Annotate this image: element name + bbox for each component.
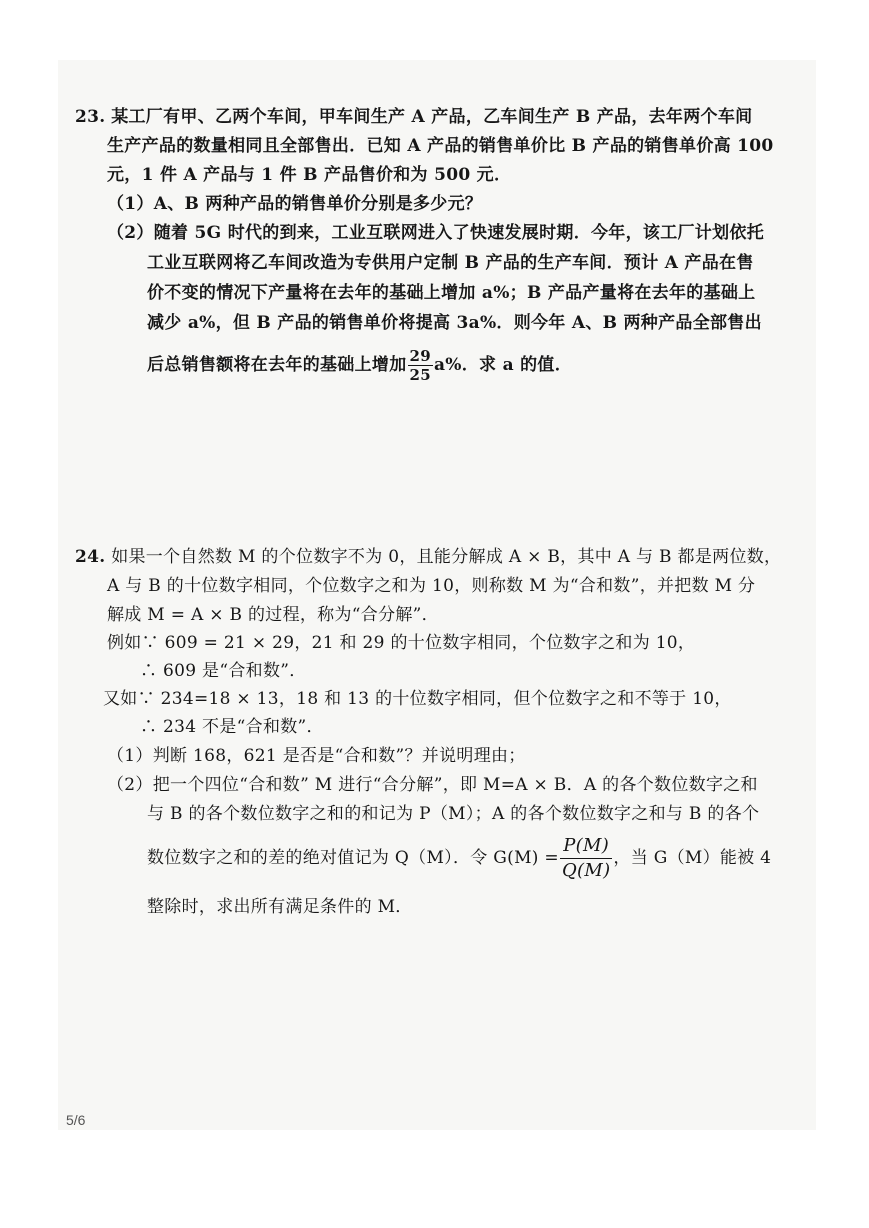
q24-part-1: （1）判断 168，621 是否是“合和数”？并说明理由； (107, 746, 526, 766)
q23-part-2-line-5 (147, 342, 572, 388)
q24-fraction-numerator: P(M) (560, 834, 612, 859)
q24-part-2-line-3 (147, 830, 771, 886)
q24-part-2-line-3-before: 数位数字之和的差的绝对值记为 Q（M）．令 G(M) = (147, 848, 559, 868)
q23-part-2-line-1: （2）随着 5G 时代的到来，工业互联网进入了快速发展时期．今年，该工厂计划依托 (107, 223, 765, 243)
q24-part-2-line-4: 整除时，求出所有满足条件的 M． (147, 897, 413, 917)
q23-part-2-line-2: 工业互联网将乙车间改造为专供用户定制 B 产品的生产车间．预计 A 产品在售 (147, 253, 754, 273)
q24-example-1: 例如∵ 609 = 21 × 29，21 和 29 的十位数字相同，个位数字之和为 10， (107, 633, 696, 653)
q23-fraction-denominator: 25 (409, 366, 431, 384)
q23-number: 23. (75, 107, 106, 127)
q24-stem-line-1 (75, 546, 781, 568)
q23-fraction-numerator: 29 (409, 347, 431, 365)
q23-stem-line-3: 元，1 件 A 产品与 1 件 B 产品售价和为 500 元． (107, 165, 512, 185)
q23-part-1: （1）A、B 两种产品的销售单价分别是多少元？ (107, 194, 483, 214)
q24-example-2-conclusion: ∴ 234 不是“合和数”． (140, 717, 324, 737)
q24-part-2-line-3-after: ，当 G（M）能被 4 (613, 848, 772, 868)
q24-fraction-denominator: Q(M) (561, 860, 611, 881)
q23-stem-line-1 (75, 106, 752, 128)
q24-example-1-conclusion: ∴ 609 是“合和数”． (140, 661, 307, 681)
q23-stem-line-2: 生产产品的数量相同且全部售出．已知 A 产品的销售单价比 B 产品的销售单价高 100 (107, 136, 774, 156)
page-number: 5/6 (66, 1112, 86, 1128)
q24-example-2: 又如∵ 234=18 × 13，18 和 13 的十位数字相同，但个位数字之和不等于 10， (103, 689, 732, 709)
q24-part-2-line-2: 与 B 的各个数位数字之和的和记为 P（M）；A 的各个数位数字之和与 B 的各个 (147, 804, 760, 824)
q24-fraction (560, 834, 612, 883)
q23-stem-text-1: 某工厂有甲、乙两个车间，甲车间生产 A 产品，乙车间生产 B 产品，去年两个车间 (111, 107, 753, 127)
q24-number: 24. (75, 547, 106, 567)
q23-fraction (408, 347, 433, 384)
q23-part-2-line-4: 减少 a%，但 B 产品的销售单价将提高 3a%．则今年 A、B 两种产品全部售出 (147, 313, 762, 333)
q24-part-2-line-1: （2）把一个四位“合和数” M 进行“合分解”，即 M=A × B．A 的各个数位数字之和 (107, 775, 758, 795)
q24-stem-line-3: 解成 M = A × B 的过程，称为“合分解”． (107, 605, 439, 625)
q24-stem-line-2: A 与 B 的十位数字相同，个位数字之和为 10，则称数 M 为“合和数”，并把数 M 分 (107, 576, 756, 596)
q23-part-2-line-5-after: a%．求 a 的值． (433, 355, 573, 375)
q23-part-2-line-5-before: 后总销售额将在去年的基础上增加 (147, 355, 407, 375)
q23-part-2-line-3: 价不变的情况下产量将在去年的基础上增加 a%；B 产品产量将在去年的基础上 (147, 283, 756, 303)
q24-stem-text-1: 如果一个自然数 M 的个位数字不为 0，且能分解成 A × B，其中 A 与 B 都是两位数， (111, 547, 782, 567)
